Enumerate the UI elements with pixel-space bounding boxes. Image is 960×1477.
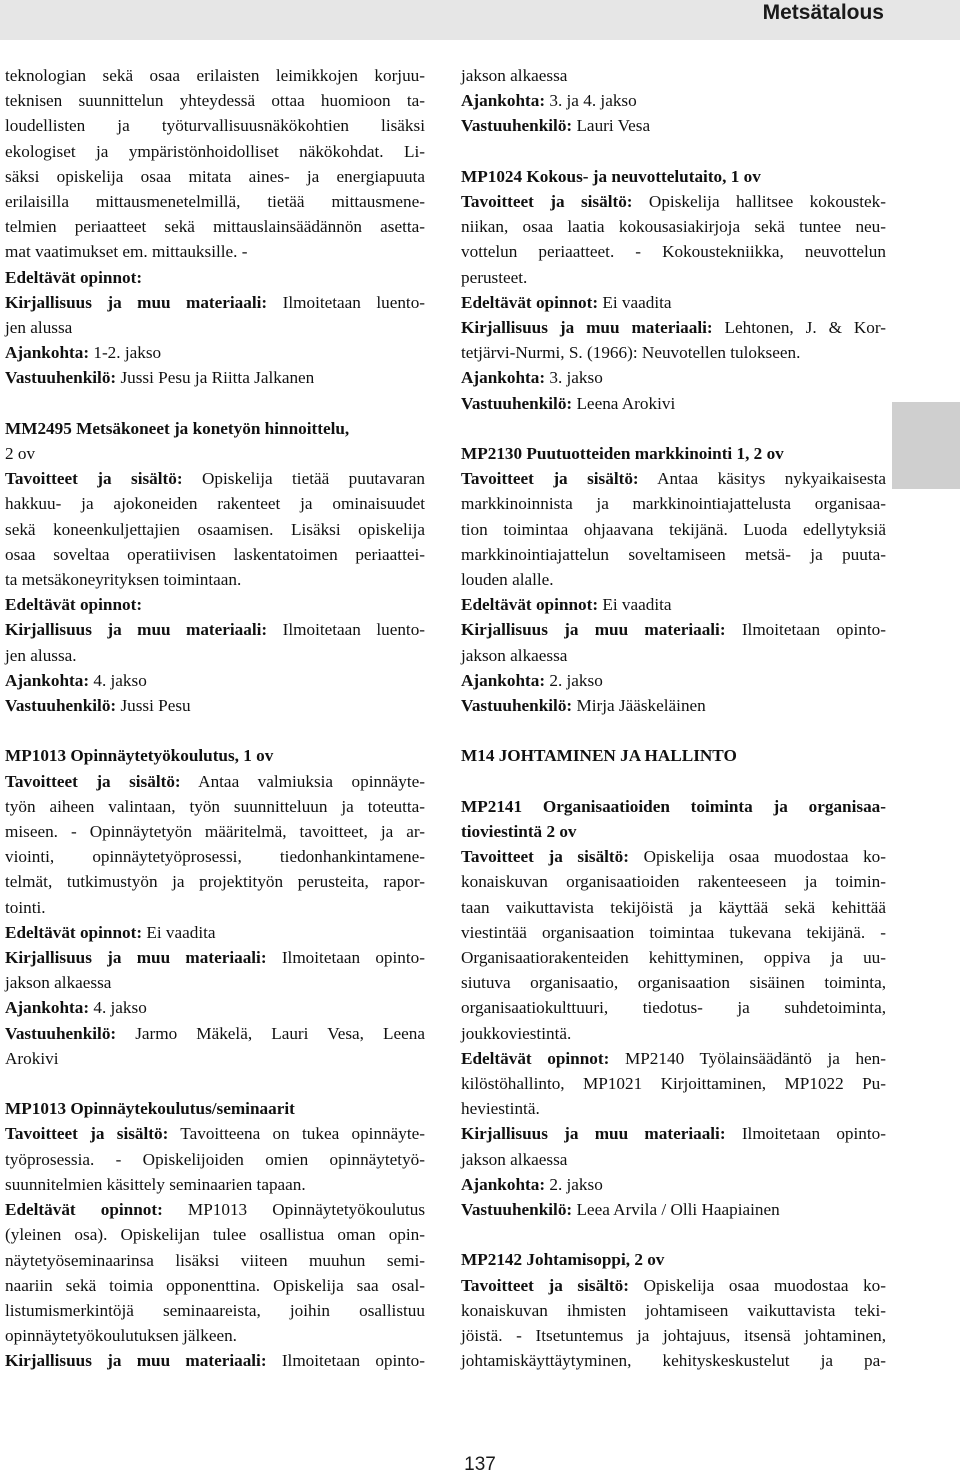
responsible-label: Vastuuhenkilö: xyxy=(461,1200,573,1220)
literature-label: Kirjallisuus ja muu materiaali: xyxy=(461,318,713,338)
text-line: vottelun periaatteet. - Kokoustekniikka, neuvottelun xyxy=(461,242,886,262)
text-line: jakson alkaessa xyxy=(5,973,112,993)
prerequisites-value: Ei vaadita xyxy=(142,922,216,942)
timing-label: Ajankohta: xyxy=(5,998,90,1018)
literature-label: Kirjallisuus ja muu materiaali: xyxy=(461,1124,726,1144)
literature-label: Kirjallisuus ja muu materiaali: xyxy=(461,620,726,640)
course-mp2141 xyxy=(461,794,886,1222)
objectives-label: Tavoitteet ja sisältö: xyxy=(461,469,639,489)
responsible-label: Vastuuhenkilö: xyxy=(5,696,117,716)
timing-value: 4. jakso xyxy=(89,670,147,690)
text-line: markkinoinnista ja markkinointiajattelusta organisaa- xyxy=(461,494,886,514)
timing-value: 2. jakso xyxy=(545,670,603,690)
course-mp2142 xyxy=(461,1247,886,1373)
text-line: miseen. - Opinnäytetyön määritelmä, tavoitteet, ja ar- xyxy=(5,822,425,842)
literature-label: Kirjallisuus ja muu materiaali: xyxy=(5,1351,267,1371)
objectives-value: Antaa valmiuksia opinnäyte- xyxy=(180,771,426,791)
course-description-continued xyxy=(5,63,425,391)
text-line: ekologiset ja ympäristönhoidolliset näkökohdat. Li- xyxy=(5,141,425,161)
course-mp1013-seminars-continued xyxy=(461,63,886,139)
text-line: jen alussa xyxy=(5,318,73,338)
text-line: työprosessia. - Opiskelijoiden omien opinnäytetyö- xyxy=(5,1149,425,1169)
responsible-label: Vastuuhenkilö: xyxy=(461,393,573,413)
text-line: (yleinen osa). Opiskelijan tulee osallistua oman opin- xyxy=(5,1225,425,1245)
prerequisites-label: Edeltävät opinnot: xyxy=(5,595,143,615)
text-line: konaiskuvan ihmisten johtamiseen vaikuttavista teki- xyxy=(461,1300,886,1320)
text-line: taan vaikuttavista tekijöistä ja käyttää sekä kehittää xyxy=(461,897,886,917)
course-mm2495 xyxy=(5,416,425,718)
text-line: hakkuu- ja ajokoneiden rakenteet ja ominaisuudet xyxy=(5,494,425,514)
timing-value: 2. jakso xyxy=(545,1174,603,1194)
text-line: jen alussa. xyxy=(5,645,77,665)
module-heading: M14 JOHTAMINEN JA HALLINTO xyxy=(461,746,737,766)
text-line: osaa soveltaa operatiivisen laskentatoimen periaattei- xyxy=(5,544,425,564)
page-header xyxy=(0,0,960,40)
responsible-label: Vastuuhenkilö: xyxy=(5,1023,117,1043)
prerequisites-label: Edeltävät opinnot: xyxy=(461,292,599,312)
text-line: säksi opiskelija osaa mitata aines- ja energiapuuta xyxy=(5,166,425,186)
timing-value: 3. jakso xyxy=(545,368,603,388)
objectives-value: Opiskelija hallitsee kokoustek- xyxy=(632,192,886,211)
text-line: mat vaatimukset em. mittauksille. - xyxy=(5,242,248,262)
course-title-continued: tioviestintä 2 ov xyxy=(461,822,577,842)
prerequisites-label: Edeltävät opinnot: xyxy=(461,595,599,615)
text-line: jakson alkaessa xyxy=(461,1149,568,1169)
objectives-label: Tavoitteet ja sisältö: xyxy=(5,469,183,489)
text-line: heviestintä. xyxy=(461,1099,540,1119)
responsible-label: Vastuuhenkilö: xyxy=(5,368,117,388)
text-line: telmien periaatteet sekä mittauslainsäädännön asetta- xyxy=(5,217,425,237)
text-line: naariin sekä toimia opponenttina. Opiskelija saa osal- xyxy=(5,1275,425,1295)
responsible-value: Leena Arokivi xyxy=(572,393,676,413)
responsible-value: Jussi Pesu xyxy=(116,696,191,716)
text-line: jakson alkaessa xyxy=(461,645,568,665)
text-line: ta metsäkoneyrityksen toimintaan. xyxy=(5,570,242,590)
objectives-label: Tavoitteet ja sisältö: xyxy=(5,771,181,791)
course-title: MP2141 Organisaatioiden toiminta ja organisaa- xyxy=(461,796,886,816)
course-credits: 2 ov xyxy=(5,444,36,464)
objectives-value: Opiskelija tietää puutavaran xyxy=(182,469,425,489)
text-line: sekä koneenkuljettajien osaamisen. Lisäksi opiskelija xyxy=(5,519,425,539)
course-title: MM2495 Metsäkoneet ja konetyön hinnoittelu, xyxy=(5,418,350,438)
responsible-label: Vastuuhenkilö: xyxy=(461,116,573,136)
objectives-label: Tavoitteet ja sisältö: xyxy=(461,1275,629,1295)
text-line: joukkoviestintä. xyxy=(461,1023,572,1043)
text-line: Arokivi xyxy=(5,1048,59,1068)
timing-value: 3. ja 4. jakso xyxy=(545,91,637,111)
text-line: perusteet. xyxy=(461,267,528,287)
literature-value: Ilmoitetaan luento- xyxy=(267,292,426,312)
timing-label: Ajankohta: xyxy=(461,368,546,388)
text-line: suunnitelmien käsittely seminaarien tapaan. xyxy=(5,1174,306,1194)
literature-label: Kirjallisuus ja muu materiaali: xyxy=(5,292,268,312)
text-line: viestintää organisaation toimintaa tukevana tekijänä. - xyxy=(461,922,886,942)
literature-value: Ilmoitetaan opinto- xyxy=(725,620,886,640)
course-title: MP1013 Opinnäytetyökoulutus, 1 ov xyxy=(5,746,274,766)
responsible-value: Leea Arvila / Olli Haapiainen xyxy=(572,1200,780,1220)
objectives-value: Opiskelija osaa muodostaa ko- xyxy=(628,1275,886,1295)
responsible-value: Lauri Vesa xyxy=(572,116,651,136)
text-line: työn aiheen valintaan, työn suunnitteluun ja toteutta- xyxy=(5,796,425,816)
responsible-value: Jarmo Mäkelä, Lauri Vesa, Leena xyxy=(116,1023,425,1043)
prerequisites-label: Edeltävät opinnot: xyxy=(5,1200,163,1220)
text-line: telmät, tutkimustyön ja projektityön perusteita, rapor- xyxy=(5,872,425,892)
timing-label: Ajankohta: xyxy=(5,343,90,363)
text-line: tion toimintaa ohjaavana tekijänä. Luoda edellytyksiä xyxy=(461,519,886,539)
course-mp1024 xyxy=(461,164,886,416)
text-line: Organisaatiorakenteiden kehittyminen, oppiva ja uu- xyxy=(461,948,886,968)
prerequisites-value: Ei vaadita xyxy=(598,595,672,615)
text-line: konaiskuvan organisaatioiden rakenteeseen ja toimin- xyxy=(461,872,886,892)
responsible-value: Jussi Pesu ja Riitta Jalkanen xyxy=(116,368,315,388)
timing-label: Ajankohta: xyxy=(5,670,90,690)
text-line: niikan, osaa laatia kokousasiakirjoja sekä tuntee neu- xyxy=(461,217,886,237)
course-mp1013-seminars xyxy=(5,1096,425,1373)
prerequisites-label: Edeltävät opinnot: xyxy=(5,922,143,942)
literature-value: Ilmoitetaan luento- xyxy=(267,620,426,640)
right-column xyxy=(461,63,886,1373)
timing-label: Ajankohta: xyxy=(461,91,546,111)
objectives-value: Antaa käsitys nykyaikaisesta xyxy=(638,469,886,489)
text-line: jöistä. - Itsetuntemus ja johtajuus, itsensä johtaminen, xyxy=(461,1326,886,1346)
prerequisites-label: Edeltävät opinnot: xyxy=(5,267,143,287)
objectives-label: Tavoitteet ja sisältö: xyxy=(461,192,633,211)
text-line: loudellisten ja työturvallisuusnäkökohtien lisäksi xyxy=(5,116,425,136)
objectives-label: Tavoitteet ja sisältö: xyxy=(5,1124,169,1144)
literature-label: Kirjallisuus ja muu materiaali: xyxy=(5,948,267,968)
text-line: johtamiskäyttäytyminen, kehityskeskustelut ja pa- xyxy=(461,1351,886,1371)
timing-value: 1-2. jakso xyxy=(89,343,162,363)
course-title: MP1024 Kokous- ja neuvottelutaito, 1 ov xyxy=(461,166,761,186)
text-line: listumismerkintöjä seminaareista, joihin osallistuu xyxy=(5,1300,425,1320)
objectives-label: Tavoitteet ja sisältö: xyxy=(461,847,629,867)
text-line: näytetyöseminaarinsa lisäksi viiteen muuhun semi- xyxy=(5,1250,425,1270)
course-title: MP2142 Johtamisoppi, 2 ov xyxy=(461,1250,665,1270)
literature-label: Kirjallisuus ja muu materiaali: xyxy=(5,620,268,640)
prerequisites-value: MP1013 Opinnäytetyökoulutus xyxy=(162,1200,426,1220)
literature-value: Ilmoitetaan opinto- xyxy=(266,948,425,968)
text-line: jakson alkaessa xyxy=(461,66,568,85)
text-line: opinnäytetyökoulutuksen jälkeen. xyxy=(5,1326,237,1346)
section-title: Metsätalous xyxy=(762,1,884,24)
literature-value: Ilmoitetaan opinto- xyxy=(266,1351,425,1371)
timing-label: Ajankohta: xyxy=(461,670,546,690)
section-tab-marker xyxy=(892,402,960,489)
literature-value: Ilmoitetaan opinto- xyxy=(725,1124,886,1144)
text-line: tointi. xyxy=(5,897,46,917)
text-line: markkinointiajattelun soveltamiseen metsä- ja puuta- xyxy=(461,544,886,564)
prerequisites-value: MP2140 Työlainsäädäntö ja hen- xyxy=(609,1048,886,1068)
course-mp1013-training xyxy=(5,743,425,1071)
responsible-label: Vastuuhenkilö: xyxy=(461,696,573,716)
objectives-value: Tavoitteena on tukea opinnäyte- xyxy=(168,1124,425,1144)
objectives-value: Opiskelija osaa muodostaa ko- xyxy=(628,847,886,867)
course-title: MP2130 Puutuotteiden markkinointi 1, 2 ov xyxy=(461,444,784,464)
prerequisites-value: Ei vaadita xyxy=(598,292,672,312)
literature-value: Lehtonen, J. & Kor- xyxy=(712,318,886,338)
text-line: viointi, opinnäytetyöprosessi, tiedonhankintamene- xyxy=(5,847,425,867)
text-line: organisaatiokulttuuri, tiedotus- ja suhdetoiminta, xyxy=(461,998,886,1018)
text-line: teknologian sekä osaa erilaisten leimikkojen korjuu- xyxy=(5,66,425,85)
timing-value: 4. jakso xyxy=(89,998,147,1018)
timing-label: Ajankohta: xyxy=(461,1174,546,1194)
responsible-value: Mirja Jääskeläinen xyxy=(572,696,706,716)
text-line: erilaisilla mittausmenetelmillä, tietää mittausmene- xyxy=(5,192,425,212)
left-column xyxy=(5,63,425,1374)
text-line: louden alalle. xyxy=(461,570,554,590)
course-mp2130 xyxy=(461,441,886,718)
text-line: teknisen suunnittelun yhteydessä ottaa huomioon ta- xyxy=(5,91,425,111)
course-title: MP1013 Opinnäytekoulutus/seminaarit xyxy=(5,1099,295,1119)
text-line: kilöstöhallinto, MP1021 Kirjoittaminen, MP1022 Pu- xyxy=(461,1074,886,1094)
text-line: tetjärvi-Nurmi, S. (1966): Neuvotellen tulokseen. xyxy=(461,343,801,363)
text-line: siutuva organisaatio, organisaation sisäinen toiminta, xyxy=(461,973,886,993)
page-number: 137 xyxy=(464,1454,496,1475)
prerequisites-label: Edeltävät opinnot: xyxy=(461,1048,610,1068)
